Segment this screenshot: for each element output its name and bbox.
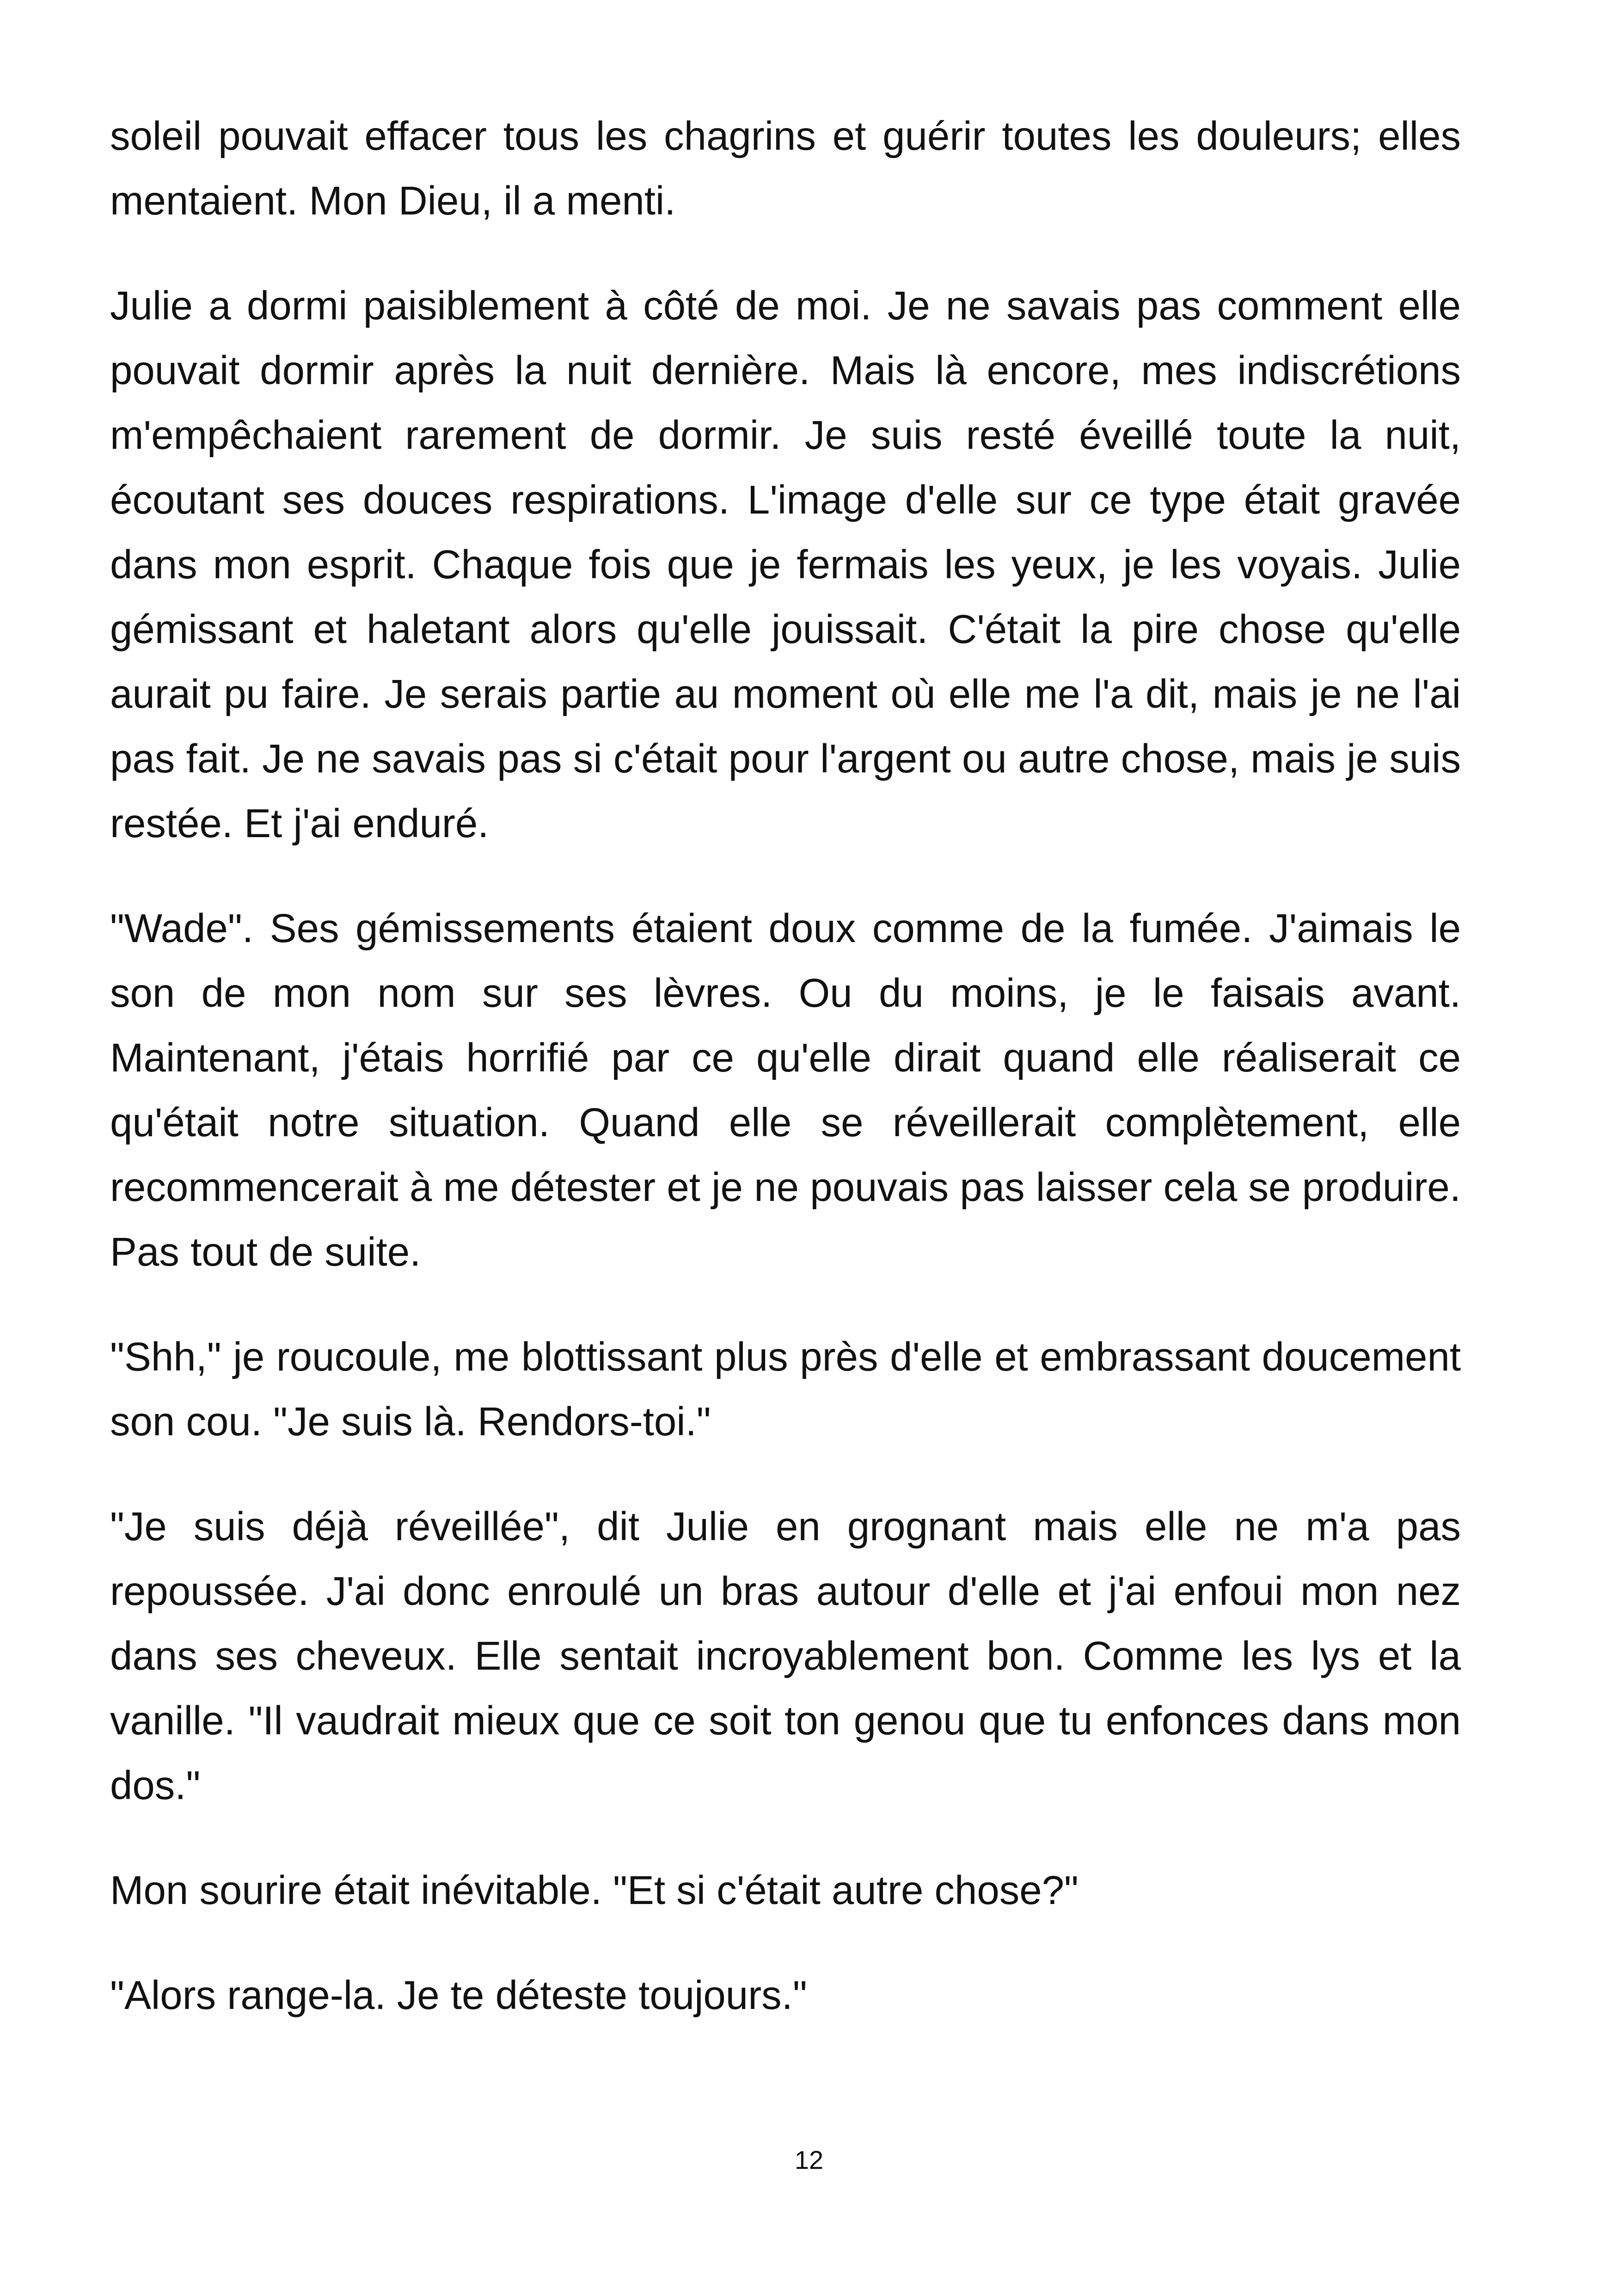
paragraph-5: "Je suis déjà réveillée", dit Julie en grognant mais elle ne m'a pas repoussée. J'ai donc enroulé un bras autour d'elle et j'ai enfoui mon nez dans ses cheveux. Elle sentait incroyablement bon. Comme les lys et la vanille. "Il vaudrait mieux que ce soit ton genou que tu enfonces dans mon dos."	[110, 1504, 1461, 1808]
paragraph-2: Julie a dormi paisiblement à côté de moi. Je ne savais pas comment elle pouvait dormir après la nuit dernière. Mais là encore, mes indiscrétions m'empêchaient rarement de dormir. Je suis resté éveillé toute la nuit, écoutant ses douces respirations. L'image d'elle sur ce type était gravée dans mon esprit. Chaque fois que je fermais les yeux, je les voyais. Julie gémissant et haletant alors qu'elle jouissait. C'était la pire chose qu'elle aurait pu faire. Je serais partie au moment où elle me l'a dit, mais je ne l'ai pas fait. Je ne savais pas si c'était pour l'argent ou autre chose, mais je suis restée. Et j'ai enduré.	[110, 283, 1461, 846]
page-number: 12	[794, 2145, 824, 2174]
paragraph-6: Mon sourire était inévitable. "Et si c'était autre chose?"	[110, 1868, 1079, 1913]
paragraph-7: "Alors range-la. Je te déteste toujours."	[110, 1973, 807, 2018]
paragraph-4: "Shh," je roucoule, me blottissant plus près d'elle et embrassant doucement son cou. "Je suis là. Rendors-toi."	[110, 1335, 1461, 1444]
paragraph-3: "Wade". Ses gémissements étaient doux comme de la fumée. J'aimais le son de mon nom sur ses lèvres. Ou du moins, je le faisais avant. Maintenant, j'étais horrifié par ce qu'elle dirait quand elle réaliserait ce qu'était notre situation. Quand elle se réveillerait complètement, elle recommencerait à me détester et je ne pouvais pas laisser cela se produire. Pas tout de suite.	[110, 906, 1461, 1274]
body-text	[110, 104, 1461, 2068]
paragraph-1: soleil pouvait effacer tous les chagrins et guérir toutes les douleurs; elles mentaient. Mon Dieu, il a menti.	[110, 114, 1461, 223]
